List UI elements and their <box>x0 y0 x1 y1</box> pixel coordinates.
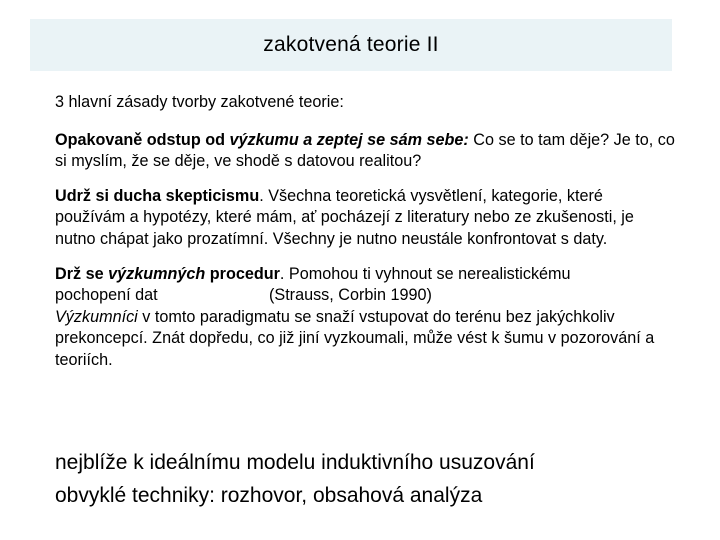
principle-3-line2-text: pochopení dat <box>55 286 158 305</box>
principle-3-heading-end: procedur <box>205 264 280 283</box>
principle-3-italic: Výzkumníci <box>55 307 138 326</box>
principle-1 <box>55 130 675 173</box>
slide-title: zakotvená teorie II <box>263 33 439 56</box>
principle-1-text: Co se to tam děje? Je to, co si myslím, že se děje, ve shodě s datovou realitou? <box>55 130 675 171</box>
closing-lines <box>55 446 535 512</box>
principle-3-heading: Drž se <box>55 264 109 283</box>
title-bar <box>30 19 672 71</box>
closing-line-1: nejblíže k ideálnímu modelu induktivního usuzování <box>55 451 535 474</box>
principle-3-line2 <box>55 285 675 307</box>
closing-line-2: obvyklé techniky: rozhovor, obsahová analýza <box>55 484 483 507</box>
principle-2-text: . Všechna teoretická vysvětlení, kategorie, které používám a hypotézy, které mám, ať pocházejí z literatury nebo ze zkušenosti, je nutno chápat jako prozatímní. Všechny je nutno neustále konfrontovat s daty. <box>55 186 634 248</box>
intro-text: 3 hlavní zásady tvorby zakotvené teorie: <box>55 93 344 111</box>
principle-3-heading-emphasis: výzkumných <box>108 264 206 283</box>
principle-3-text: . Pomohou ti vyhnout se nerealistickému <box>279 264 571 283</box>
slide-body <box>55 92 675 372</box>
principle-3 <box>55 264 675 286</box>
principle-3-text-2: v tomto paradigmatu se snaží vstupovat do terénu bez jakýchkoliv prekoncepcí. Znát dopředu, co již jiní vyzkoumali, může vést k šumu v pozorování a teoriích. <box>55 307 655 369</box>
principle-3-cont <box>55 307 675 372</box>
principle-2 <box>55 186 675 251</box>
citation: (Strauss, Corbin 1990) <box>269 286 432 305</box>
principle-2-heading: Udrž si ducha skepticismu <box>55 186 260 205</box>
principle-1-heading: Opakovaně odstup od <box>55 130 230 149</box>
principle-1-heading-emphasis: výzkumu a zeptej se sám sebe: <box>229 130 469 149</box>
